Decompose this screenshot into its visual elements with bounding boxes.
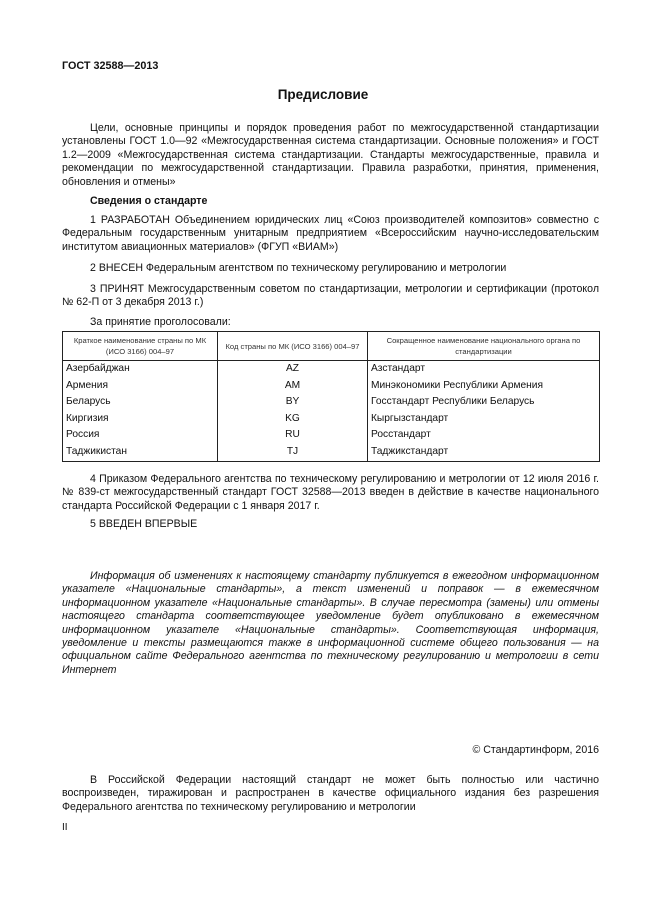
country-code: RU [218,427,368,444]
header-country-name: Краткое наименование страны по МК (ИСО 3166) 004–97 [63,332,218,361]
item-enacted: 4 Приказом Федерального агентства по техническому регулированию и метрологии от 12 июля 2016 г. № 839-ст межгосударственный стандарт ГОСТ 32588—2013 введен в действие в качестве национального стандарта Российской Федерации с 1 января 2017 г. [62,473,599,512]
info-notice: Информация об изменениях к настоящему стандарту публикуется в ежегодном информационном указателе «Национальные стандарты», а текст изменений и поправок — в ежемесячном информационном указателе «Национальные стандарты». В случае пересмотра (замены) или отмены настоящего стандарта соответствующее уведомление будет опубликовано в ежемесячном информационном указателе «Национальные стандарты». Соответствующая информация, уведомление и тексты размещаются также в информационной системе общего пользования — на официальном сайте Федерального агентства по техническому регулированию и метрологии в сети Интернет [62,570,599,676]
country-code: KG [218,411,368,428]
table-row [63,394,600,411]
country-name: Азербайджан [63,361,218,378]
country-name: Россия [63,427,218,444]
standards-body: Азстандарт [368,361,600,378]
document-code: ГОСТ 32588—2013 [62,60,159,72]
country-name: Армения [63,378,218,395]
country-name: Таджикистан [63,444,218,461]
table-row [63,427,600,444]
table-row [63,361,600,378]
header-standards-body: Сокращенное наименование национального органа по стандартизации [368,332,600,361]
page-number: II [62,822,68,833]
table-row [63,444,600,461]
table-row [63,378,600,395]
rights-notice: В Российской Федерации настоящий стандарт не может быть полностью или частично воспроизведен, тиражирован и распространен в качестве официального издания без разрешения Федерального агентства по техническому регулированию и метрологии [62,774,599,813]
page-title: Предисловие [277,87,369,102]
table-header-row [63,332,600,361]
country-code: TJ [218,444,368,461]
standards-body: Таджикстандарт [368,444,600,461]
standards-body: Госстандарт Республики Беларусь [368,394,600,411]
section-heading: Сведения о стандарте [90,195,208,207]
standards-body: Кыргызстандарт [368,411,600,428]
intro-paragraph: Цели, основные принципы и порядок проведения работ по межгосударственной стандартизации установлены ГОСТ 1.0—92 «Межгосударственная система стандартизации. Основные положения» и ГОСТ 1.2—2009 «Межгосударственная система стандартизации. Стандарты межгосударственные, правила и рекомендации по межгосударственной стандартизации. Правила разработки, принятия, применения, обновления и отмены» [62,122,599,188]
voted-label: За принятие проголосовали: [90,316,231,328]
standards-body: Росстандарт [368,427,600,444]
item-introduced: 2 ВНЕСЕН Федеральным агентством по техническому регулированию и метрологии [90,262,507,274]
item-developed: 1 РАЗРАБОТАН Объединением юридических лиц «Союз производителей композитов» совместно с Федеральным государственным унитарным предприятием «Всероссийским научно-исследовательским институтом авиационных материалов» (ФГУП «ВИАМ») [62,214,599,253]
item-first-introduced: 5 ВВЕДЕН ВПЕРВЫЕ [90,518,198,530]
copyright: © Стандартинформ, 2016 [472,744,599,756]
country-code: AM [218,378,368,395]
standards-body: Минэкономики Республики Армения [368,378,600,395]
country-name: Киргизия [63,411,218,428]
header-country-code: Код страны по МК (ИСО 3166) 004–97 [218,332,368,361]
country-name: Беларусь [63,394,218,411]
voting-table [62,331,600,462]
country-code: AZ [218,361,368,378]
table-row [63,411,600,428]
item-adopted: 3 ПРИНЯТ Межгосударственным советом по стандартизации, метрологии и сертификации (протокол № 62-П от 3 декабря 2013 г.) [62,283,599,309]
country-code: BY [218,394,368,411]
